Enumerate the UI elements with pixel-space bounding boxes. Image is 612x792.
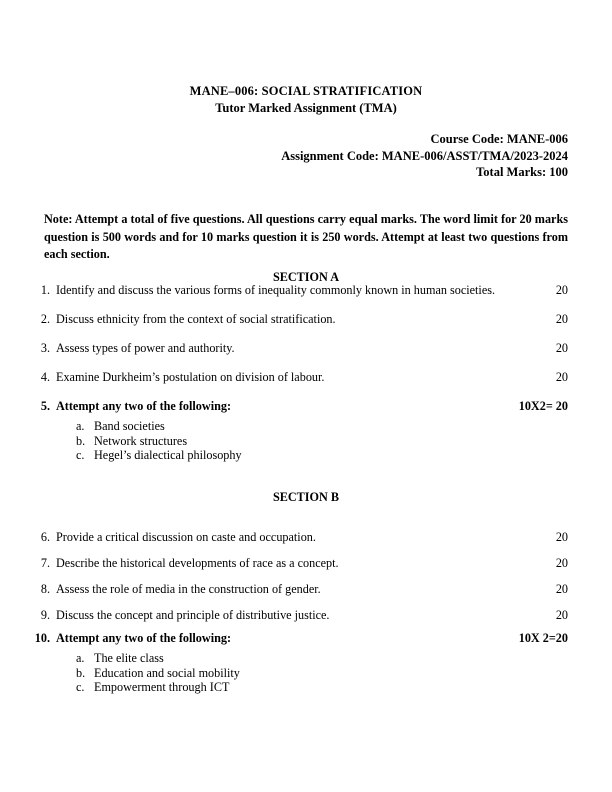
section-b-heading: SECTION B	[272, 490, 340, 504]
course-meta-block	[44, 131, 568, 181]
subitem-row	[76, 651, 568, 666]
section-a-heading: SECTION A	[272, 270, 340, 284]
subitem-row	[76, 680, 568, 695]
document-header	[0, 83, 612, 116]
question-marks: 20	[555, 312, 568, 326]
subitem-text: Network structures	[94, 433, 188, 448]
question-row	[32, 283, 568, 298]
question-number: 5.	[40, 399, 50, 413]
question-marks: 20	[555, 556, 568, 570]
question-number: 2.	[40, 312, 50, 326]
subitem-letter: b.	[76, 665, 86, 680]
question-row	[32, 608, 568, 623]
document-title: MANE–006: SOCIAL STRATIFICATION	[189, 84, 423, 98]
subitem-letter: c.	[76, 680, 85, 694]
question-subitem-list	[32, 419, 568, 463]
question-row	[32, 631, 568, 646]
question-row	[32, 556, 568, 571]
subitem-text: Education and social mobility	[94, 665, 240, 680]
question-text: Attempt any two of the following:	[56, 631, 232, 645]
subitem-row	[76, 666, 568, 681]
question-text: Discuss ethnicity from the context of social stratification.	[56, 312, 336, 326]
subitem-row	[76, 448, 568, 463]
subitem-letter: a.	[76, 419, 85, 433]
question-number: 3.	[40, 341, 50, 355]
question-number: 6.	[40, 530, 50, 544]
question-number: 10.	[34, 631, 50, 645]
subitem-text: Empowerment through ICT	[94, 680, 230, 694]
question-marks: 20	[555, 283, 568, 297]
question-marks: 10X 2=20	[518, 631, 568, 645]
question-text: Discuss the concept and principle of distributive justice.	[56, 608, 330, 622]
subitem-text: The elite class	[94, 651, 164, 665]
question-text: Identify and discuss the various forms of inequality commonly known in human societies.	[56, 283, 496, 297]
question-text: Assess the role of media in the construction of gender.	[56, 582, 321, 596]
question-row	[32, 341, 568, 356]
question-row	[32, 582, 568, 597]
question-marks: 20	[555, 370, 568, 384]
question-text: Attempt any two of the following:	[56, 399, 232, 413]
question-marks: 20	[555, 530, 568, 544]
question-marks: 20	[555, 582, 568, 596]
subitem-letter: c.	[76, 448, 85, 462]
assignment-code-line: Assignment Code: MANE-006/ASST/TMA/2023-2024	[281, 148, 568, 163]
question-subitem-list	[32, 651, 568, 695]
subitem-text: Band societies	[94, 419, 165, 433]
question-row	[32, 530, 568, 545]
question-text: Examine Durkheim’s postulation on division of labour.	[56, 370, 325, 384]
subitem-row	[76, 434, 568, 449]
question-row	[32, 312, 568, 327]
document-subtitle: Tutor Marked Assignment (TMA)	[215, 101, 397, 115]
question-text: Assess types of power and authority.	[56, 341, 235, 355]
question-row	[32, 399, 568, 414]
section-a-question-list	[32, 283, 568, 463]
question-row	[32, 370, 568, 385]
question-number: 9.	[40, 608, 50, 622]
question-text: Provide a critical discussion on caste and occupation.	[56, 530, 316, 544]
question-marks: 10X2= 20	[518, 399, 568, 413]
subitem-letter: b.	[76, 433, 86, 448]
question-marks: 20	[555, 341, 568, 355]
question-number: 8.	[40, 582, 50, 596]
subitem-row	[76, 419, 568, 434]
question-marks: 20	[555, 608, 568, 622]
question-text: Describe the historical developments of race as a concept.	[56, 556, 339, 570]
subitem-text: Hegel’s dialectical philosophy	[94, 448, 242, 462]
question-number: 1.	[40, 283, 50, 297]
instructions-note: Note: Attempt a total of five questions. All questions carry equal marks. The word limit for 20 marks question is 500 words and for 10 marks question it is 250 words. Attempt at least two questions from each section.	[44, 212, 568, 261]
course-code-line: Course Code: MANE-006	[430, 132, 568, 146]
total-marks-line: Total Marks: 100	[476, 165, 568, 179]
subitem-letter: a.	[76, 651, 85, 665]
section-b-question-list	[32, 530, 568, 695]
question-number: 4.	[40, 370, 50, 384]
question-number: 7.	[40, 556, 50, 570]
